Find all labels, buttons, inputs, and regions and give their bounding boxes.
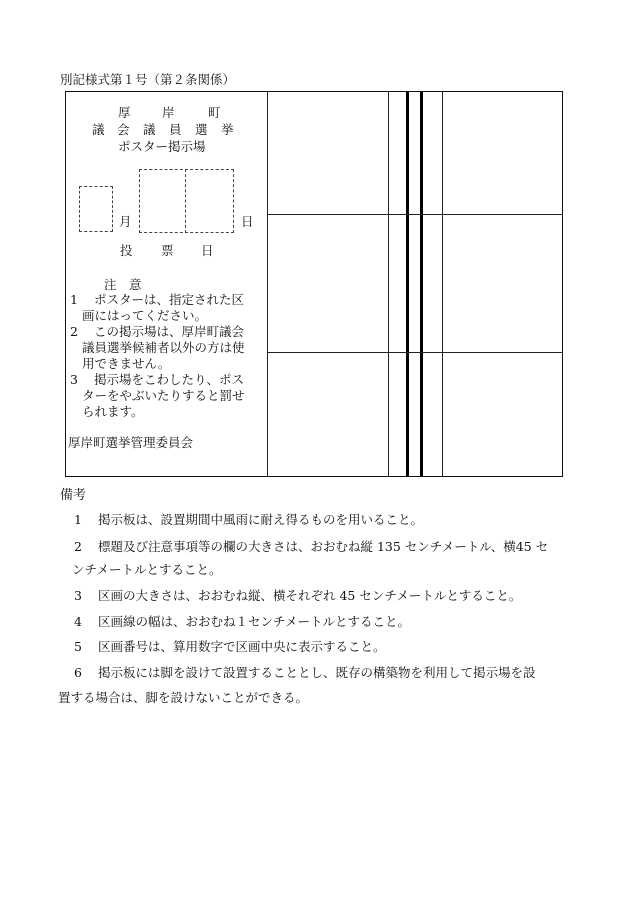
title-char: 会 — [117, 122, 130, 137]
grid-vline — [388, 92, 389, 476]
thick-vline — [420, 92, 423, 476]
grid-hline — [267, 352, 562, 353]
title-char: 町 — [208, 105, 221, 120]
remarks-title: 備考 — [60, 488, 87, 503]
notice-item-cont: ターをやぶいたりすると罰せ — [82, 388, 245, 403]
day-label: 日 — [241, 214, 254, 229]
remark-item: 5 区画番号は、算用数字で区画中央に表示すること。 — [74, 639, 386, 654]
form-caption: 別記様式第１号（第２条関係） — [60, 72, 236, 87]
remark-item: 6 掲示板には脚を設けて設置することとし、既存の構築物を利用して掲示場を設 — [74, 665, 536, 680]
remark-item-cont: ンチメートルとすること。 — [72, 562, 222, 577]
day-box-divider — [185, 169, 186, 233]
title-char: 挙 — [221, 122, 234, 137]
grid-hline — [267, 214, 562, 215]
thick-vline — [406, 92, 409, 476]
title-char: 岸 — [162, 105, 175, 120]
remark-item: 3 区画の大きさは、おおむね縦、横それぞれ 45 センチメートルとすること。 — [74, 588, 522, 603]
title-char: 員 — [169, 122, 182, 137]
committee-name: 厚岸町選挙管理委員会 — [68, 435, 194, 450]
vote-char: 投 — [120, 243, 133, 258]
remark-item-cont: 置する場合は、脚を設けないことができる。 — [58, 690, 309, 705]
notice-item: 1 ポスターは、指定された区 — [70, 292, 244, 307]
remark-item: 1 掲示板は、設置期間中風雨に耐え得るものを用いること。 — [74, 512, 424, 527]
title-char: 議 — [92, 122, 105, 137]
grid-vline — [442, 92, 443, 476]
board-title: ポスター掲示場 — [118, 139, 206, 154]
vote-char: 日 — [201, 243, 214, 258]
notice-item-cont: 議員選挙候補者以外の方は使 — [82, 340, 245, 355]
notice-item-cont: 画にはってください。 — [82, 308, 208, 323]
remark-item: 2 標題及び注意事項等の欄の大きさは、おおむね縦 135 センチメートル、横45 セ — [74, 539, 549, 554]
notice-item-cont: 用できません。 — [82, 356, 171, 371]
notice-item-cont: られます。 — [82, 404, 144, 419]
notice-heading: 注 意 — [104, 277, 142, 292]
title-char: 厚 — [118, 105, 131, 120]
remark-item: 4 区画線の幅は、おおむね１センチメートルとすること。 — [74, 614, 411, 629]
day-number-box — [139, 169, 234, 233]
month-label: 月 — [119, 214, 132, 229]
header-divider — [267, 92, 268, 476]
notice-item: 3 掲示場をこわしたり、ポス — [70, 372, 244, 387]
poster-board-diagram — [65, 91, 563, 477]
notice-item: 2 この掲示場は、厚岸町議会 — [70, 324, 244, 339]
month-number-box — [79, 186, 113, 232]
vote-char: 票 — [161, 243, 174, 258]
title-char: 議 — [143, 122, 156, 137]
title-char: 選 — [195, 122, 208, 137]
